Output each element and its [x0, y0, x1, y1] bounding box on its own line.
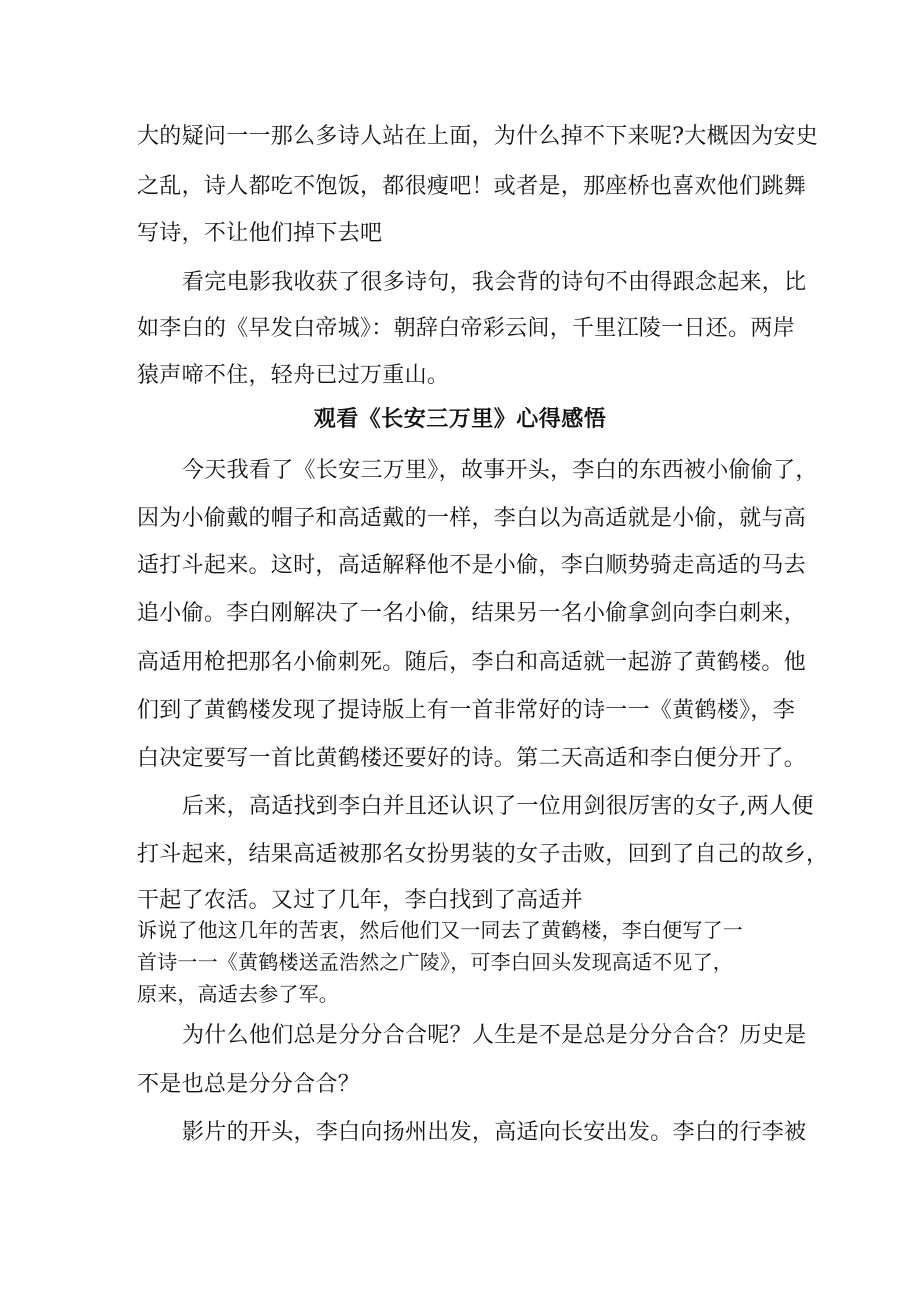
text-line: 追小偷。李白刚解决了一名小偷，结果另一名小偷拿剑向李白刺来，: [137, 601, 807, 626]
text-line: 诉说了他这几年的苦衷，然后他们又一同去了黄鹤楼，李白便写了一: [137, 918, 743, 942]
text-line: 之乱，诗人都吃不饱饭，都很瘦吧！或者是，那座桥也喜欢他们跳舞: [137, 174, 807, 199]
text-line: 高适用枪把那名小偷刺死。随后，李白和高适就一起游了黄鹤楼。他: [137, 650, 807, 675]
text-line: 首诗一一《黄鹤楼送孟浩然之广陵》，可李白回头发现高适不见了，: [137, 950, 733, 974]
text-line: 写诗，不让他们掉下去吧: [137, 221, 383, 246]
text-line: 白决定要写一首比黄鹤楼还要好的诗。第二天高适和李白便分开了。: [137, 746, 807, 771]
text-line: 干起了农活。又过了几年，李白找到了高适并: [137, 888, 584, 913]
text-line: 因为小偷戴的帽子和高适戴的一样，李白以为高适就是小偷，就与高: [137, 506, 807, 531]
text-line: 原来，高适去参了军。: [137, 982, 339, 1006]
text-line: 猿声啼不住，轻舟已过万重山。: [137, 363, 450, 388]
section-title: 观看《长安三万里》心得感悟: [313, 407, 607, 432]
text-line: 为什么他们总是分分合合呢？人生是不是总是分分合合？历史是: [182, 1023, 807, 1048]
text-line: 不是也总是分分合合？: [137, 1072, 361, 1097]
text-line: 打斗起来，结果高适被那名女扮男装的女子击败，回到了自己的故乡，: [137, 842, 829, 867]
text-line: 影片的开头，李白向扬州出发，高适向长安出发。李白的行李被: [182, 1120, 807, 1145]
text-line: 大的疑问一一那么多诗人站在上面，为什么掉不下来呢?大概因为安史: [137, 124, 819, 149]
text-line: 适打斗起来。这时，高适解释他不是小偷，李白顺势骑走高适的马去: [137, 553, 807, 578]
text-line: 如李白的《早发白帝城》：朝辞白帝彩云间，千里江陵一日还。两岸: [137, 316, 796, 341]
text-line: 看完电影我收获了很多诗句，我会背的诗句不由得跟念起来，比: [182, 270, 807, 295]
text-line: 今天我看了《长安三万里》，故事开头，李白的东西被小偷偷了，: [182, 458, 818, 483]
text-line: 们到了黄鹤楼发现了提诗版上有一首非常好的诗一一《黄鹤楼》，李: [137, 698, 796, 723]
text-line: 后来，高适找到李白并且还认识了一位用剑很厉害的女子,两人便: [182, 794, 814, 819]
